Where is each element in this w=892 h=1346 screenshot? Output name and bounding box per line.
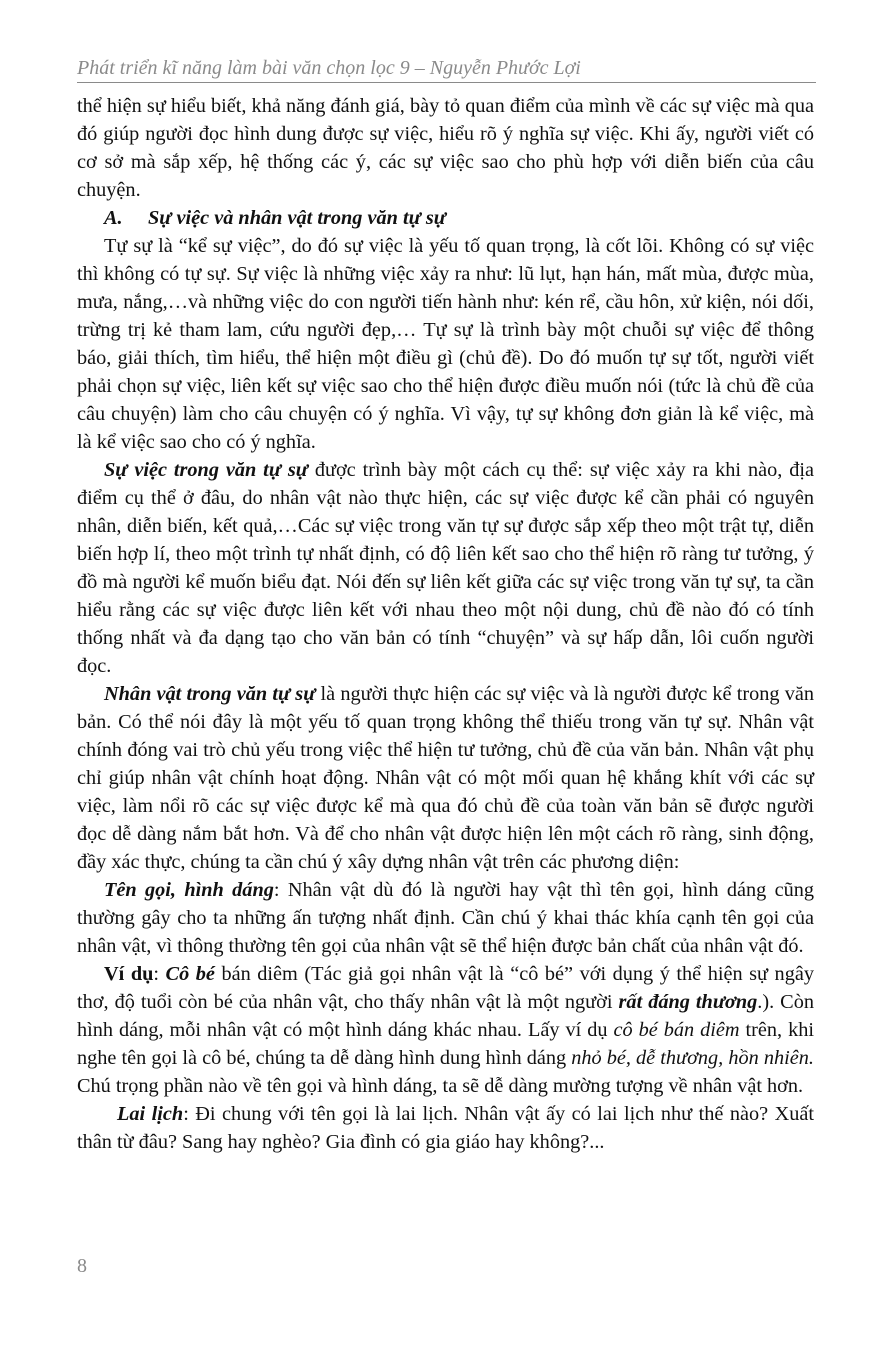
text-run: : Nhân vật dù đó là người hay vật thì tên gọi, hình dáng cũng thường gây cho ta những ấn tượng nhất định. Cần chú ý khai thác khía cạnh tên gọi của nhân vật, vì thông thường tên gọi của nhân vật sẽ thể hiện được bản chất của nhân vật đó. — [77, 879, 815, 957]
page-number: 8 — [77, 1255, 87, 1277]
emphasized-text: Lai lịch — [117, 1103, 184, 1125]
emphasized-text: nhỏ bé, dễ thương, hồn nhiên. — [571, 1047, 814, 1069]
text-run: Tự sự là “kể sự việc”, do đó sự việc là yếu tố quan trọng, là cốt lõi. Không có sự việc thì không có tự sự. Sự việc là những việc xảy ra như: lũ lụt, hạn hán, mất mùa, được mùa, mưa, nắng,…và những việc do con người tiến hành như: kén rể, cầu hôn, xử kiện, nói dối, trừng trị kẻ tham lam, cứu người đẹp,… Tự sự là trình bày một chuỗi sự việc để thông báo, giải thích, tìm hiểu, thể hiện một điều gì (chủ đề). Do đó muốn tự sự tốt, người viết phải chọn sự việc, liên kết sự việc sao cho thể hiện được điều muốn nói (tức là chủ đề của câu chuyện) làm cho câu chuyện có ý nghĩa. Vì vậy, tự sự không đơn giản là kể việc, mà là kể việc sao cho có ý nghĩa. — [77, 235, 814, 453]
emphasized-text: Ví dụ — [104, 963, 154, 985]
text-run: trên, khi nghe tên gọi là cô bé, chúng ta dễ dàng hình dung hình dáng — [77, 1019, 814, 1069]
text-run: bán diêm (Tác giả gọi nhân vật là “cô bé” với dụng ý thể hiện sự ngây thơ, độ tuổi còn bé của nhân vật, cho thấy nhân vật là một người — [77, 963, 814, 1013]
text-run: : Đi chung với tên gọi là lai lịch. Nhân vật ấy có lai lịch như thế nào? Xuất thân từ đâu? Sang hay nghèo? Gia đình có gia giáo hay không?... — [77, 1103, 814, 1153]
paragraph — [77, 960, 814, 1100]
text-run: là người thực hiện các sự việc và là người được kể trong văn bản. Có thể nói đây là một yếu tố quan trọng không thể thiếu trong văn tự sự. Nhân vật chính đóng vai trò chủ yếu trong việc thể hiện tư tưởng, chủ đề của văn bản. Nhân vật phụ chỉ giúp nhân vật chính hoạt động. Nhân vật có một mối quan hệ khắng khít với các sự việc, làm nổi rõ các sự việc được kể mà qua đó chủ đề của toàn văn bản sẽ được người đọc dễ dàng nắm bắt hơn. Và để cho nhân vật được hiện lên một cách rõ ràng, sinh động, đầy xác thực, chúng ta cần chú ý xây dựng nhân vật trên các phương diện: — [77, 683, 814, 873]
text-run: Sự việc và nhân vật trong văn tự sự — [148, 207, 446, 229]
emphasized-text: Nhân vật trong văn tự sự — [104, 683, 316, 705]
section-heading — [77, 204, 814, 232]
text-run: được trình bày một cách cụ thể: sự việc xảy ra khi nào, địa điểm cụ thể ở đâu, do nhân vật nào thực hiện, các sự việc được kể cần phải có nguyên nhân, diễn biến, kết quả,…Các sự việc trong văn tự sự được sắp xếp theo một trật tự, diễn biến hợp lí, theo một trình tự nhất định, có độ liên kết sao cho thể hiện rõ ràng tư tưởng, ý đồ mà người kể muốn biểu đạt. Nói đến sự liên kết giữa các sự việc trong văn tự sự, ta cần hiểu rằng các sự việc được liên kết với nhau theo một nội dung, chủ đề nào đó có tính thống nhất và đa dạng tạo cho văn bản có tính “chuyện” và sự hấp dẫn, lôi cuốn người đọc. — [77, 459, 814, 677]
paragraph — [77, 680, 814, 876]
emphasized-text: cô bé bán diêm — [613, 1019, 740, 1041]
text-run: : — [153, 963, 166, 985]
running-header: Phát triển kĩ năng làm bài văn chọn lọc 9 – Nguyễn Phước Lợi — [77, 57, 581, 79]
paragraph — [77, 876, 814, 960]
header-divider — [77, 82, 816, 83]
section-number: A. — [104, 207, 123, 229]
text-run: Chú trọng phần nào về tên gọi và hình dáng, ta sẽ dễ dàng mường tượng về nhân vật hơn. — [77, 1075, 804, 1097]
text-run: .). Còn hình dáng, mỗi nhân vật có một hình dáng khác nhau. Lấy ví dụ — [77, 991, 814, 1041]
text-run: thể hiện sự hiểu biết, khả năng đánh giá, bày tỏ quan điểm của mình về các sự việc mà qua đó giúp người đọc hình dung được sự việc, hiểu rõ ý nghĩa sự việc. Khi ấy, người viết có cơ sở mà sắp xếp, hệ thống các ý, các sự việc sao cho phù hợp với diễn biến của câu chuyện. — [77, 95, 814, 201]
paragraph — [77, 232, 814, 456]
page-body — [77, 92, 814, 1156]
emphasized-text: rất đáng thương — [618, 991, 758, 1013]
paragraph — [77, 1100, 814, 1156]
paragraph — [77, 456, 814, 680]
emphasized-text: Sự việc trong văn tự sự — [104, 459, 308, 481]
emphasized-text: Cô bé — [165, 963, 215, 985]
paragraph — [77, 92, 814, 204]
emphasized-text: Tên gọi, hình dáng — [104, 879, 274, 901]
